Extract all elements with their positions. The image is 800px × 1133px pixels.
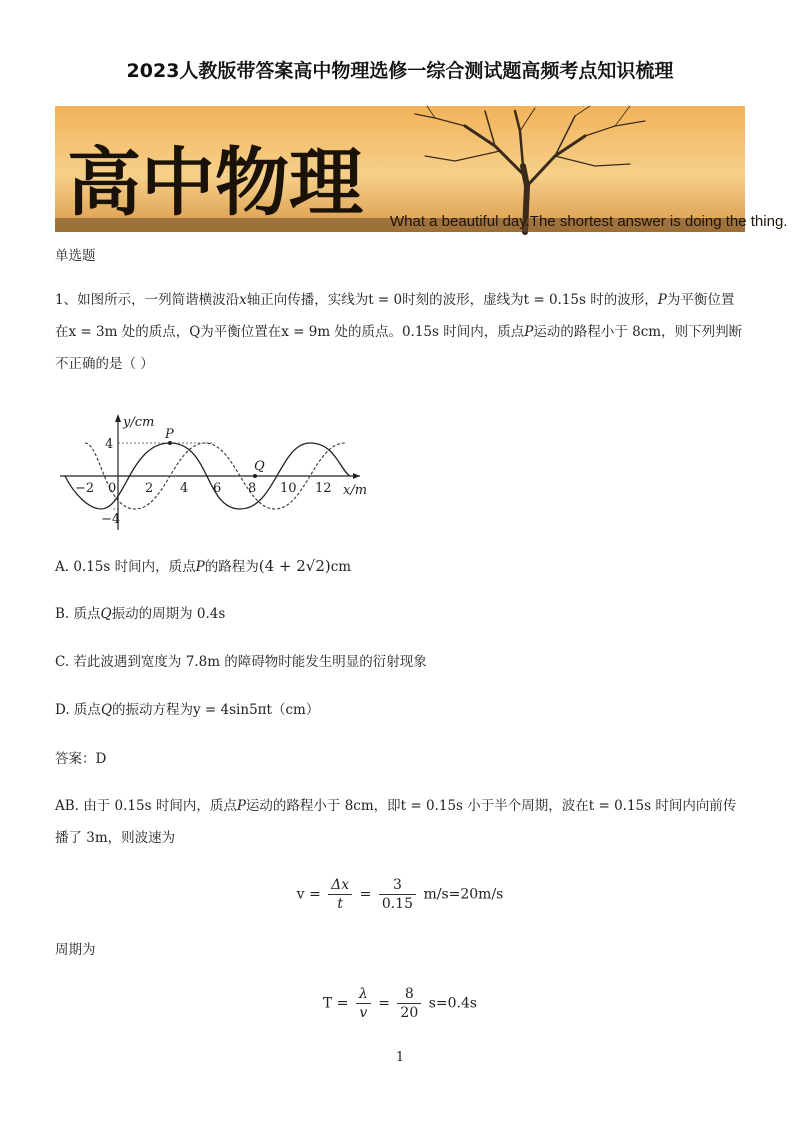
denominator: 0.15 — [381, 896, 413, 912]
denominator: v — [359, 1005, 368, 1021]
fraction — [379, 876, 416, 913]
option-a — [55, 556, 351, 577]
analysis-part: AB. 由于 0.15s 时间内，质点 — [55, 798, 237, 814]
fraction — [328, 876, 352, 913]
eq-result: s=0.4s — [428, 995, 478, 1012]
period-label: 周期为 — [55, 942, 96, 958]
y-tick-neg4: −4 — [101, 512, 121, 527]
numerator: Δx — [328, 876, 352, 895]
denominator: t — [337, 896, 343, 912]
option-value: (4 + 2√2) — [258, 557, 331, 575]
option-text: 的路程为 — [204, 559, 259, 575]
question-number: 1、 — [55, 292, 78, 308]
wave-figure — [55, 410, 385, 539]
x-tick: −2 — [75, 481, 95, 496]
x-tick: 12 — [315, 481, 332, 496]
y-axis-label: y/cm — [123, 415, 155, 430]
var-x: x — [239, 292, 247, 308]
banner-slogan: What a beautiful day.The shortest answer is doing the thing. — [390, 213, 788, 230]
analysis-text — [55, 790, 745, 854]
y-axis-arrow — [115, 414, 121, 422]
option-b — [55, 604, 225, 624]
question-text: 如图所示，一列简谐横波沿 — [77, 292, 240, 308]
denominator: 20 — [400, 1005, 419, 1021]
var-P: P — [236, 798, 246, 814]
numerator: 3 — [379, 876, 416, 895]
eq-sign: = — [359, 886, 372, 903]
question-text: 为平衡位置在x = 3m 处的质点，Q为平衡位置在x = 9m 处的质点。0.15s 时间内，质点 — [55, 292, 735, 340]
eq-sign: = — [378, 995, 390, 1012]
var-P: P — [195, 559, 205, 575]
numerator: 8 — [397, 985, 421, 1004]
option-text: 振动的周期为 0.4s — [111, 606, 226, 622]
eq-result: m/s=20m/s — [423, 886, 504, 903]
fraction — [356, 985, 371, 1022]
point-Q — [253, 474, 257, 478]
var-P: P — [524, 324, 534, 340]
x-tick: 0 — [108, 481, 117, 496]
eq-lhs: T = — [322, 995, 349, 1012]
option-text: A. 0.15s 时间内，质点 — [55, 559, 196, 575]
x-tick: 6 — [213, 481, 222, 496]
question-1 — [55, 284, 745, 380]
fraction — [397, 985, 421, 1022]
banner-heading: 高中物理 — [67, 140, 363, 226]
option-text: D. 质点 — [55, 702, 101, 718]
option-c: C. 若此波遇到宽度为 7.8m 的障碍物时能发生明显的衍射现象 — [55, 654, 427, 670]
page-number: 1 — [395, 1050, 405, 1065]
question-text: 轴正向传播，实线为t = 0时刻的波形，虚线为t = 0.15s 时的波形， — [246, 292, 658, 308]
document-title: 2023人教版带答案高中物理选修一综合测试题高频考点知识梳理 — [126, 60, 674, 82]
x-axis-arrow — [353, 473, 360, 479]
eq-lhs: v = — [296, 886, 321, 903]
option-text: 的振动方程为y = 4sin5πt（cm） — [112, 702, 320, 718]
option-text: B. 质点 — [55, 606, 101, 622]
answer: 答案：D — [55, 751, 107, 767]
x-tick: 2 — [145, 481, 154, 496]
x-axis-label: x/m — [343, 483, 368, 498]
x-tick: 8 — [248, 481, 257, 496]
label-P: P — [165, 427, 174, 442]
option-unit: cm — [330, 559, 352, 575]
section-heading: 单选题 — [55, 248, 96, 264]
y-tick-4: 4 — [105, 437, 114, 452]
x-tick: 4 — [180, 481, 189, 496]
var-Q: Q — [100, 702, 113, 718]
analysis-part: 运动的路程小于 8cm，即t = 0.15s 小于半个周期，波在t = 0.15s 时间内向前传播了 3m，则波速为 — [55, 798, 737, 846]
banner-image — [55, 106, 788, 232]
x-tick: 10 — [280, 481, 297, 496]
var-Q: Q — [100, 606, 112, 622]
velocity-equation — [0, 876, 800, 913]
question-text: 运动的路程小于 8cm，则下列判断不正确的是（ ） — [55, 324, 743, 372]
numerator: λ — [356, 985, 371, 1004]
label-Q: Q — [254, 459, 265, 474]
option-d — [55, 700, 319, 720]
period-equation — [0, 985, 800, 1022]
var-P: P — [657, 292, 667, 308]
